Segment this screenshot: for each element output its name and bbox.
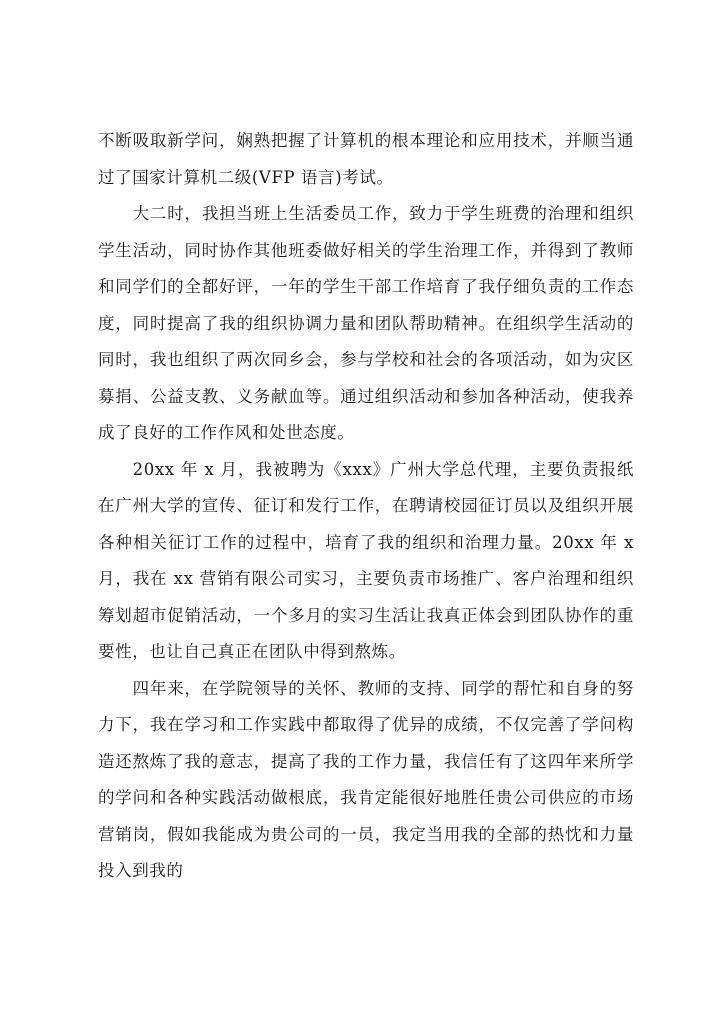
paragraph-2: 大二时，我担当班上生活委员工作，致力于学生班费的治理和组织学生活动，同时协作其他班委做好相关的学生治理工作，并得到了教师和同学们的全都好评，一年的学生干部工作培育了我仔细负责的工作态度，同时提高了我的组织协调力量和团队帮助精神。在组织学生活动的同时，我也组织了两次同乡会，参与学校和社会的各项活动，如为灾区募捐、公益支教、义务献血等。通过组织活动和参加各种活动，使我养成了良好的工作作风和处世态度。 bbox=[98, 204, 634, 442]
paragraph-4: 四年来，在学院领导的关怀、教师的支持、同学的帮忙和自身的努力下，我在学习和工作实践中都取得了优异的成绩，不仅完善了学问构造还熬炼了我的意志，提高了我的工作力量，我信任有了这四年来所学的学问和各种实践活动做根底，我肯定能很好地胜任贵公司供应的市场营销岗，假如我能成为贵公司的一员，我定当用我的全部的热忱和力量投入到我的 bbox=[98, 678, 634, 880]
body-text bbox=[98, 123, 634, 890]
paragraph-1: 不断吸取新学问，娴熟把握了计算机的根本理论和应用技术，并顺当通过了国家计算机二级(VFP 语言)考试。 bbox=[98, 131, 634, 187]
paragraph-3: 20xx 年 x 月，我被聘为《xxx》广州大学总代理，主要负责报纸在广州大学的宣传、征订和发行工作，在聘请校园征订员以及组织开展各种相关征订工作的过程中，培育了我的组织和治理力量。20xx 年 x 月，我在 xx 营销有限公司实习，主要负责市场推广、客户治理和组织筹划超市促销活动，一个多月的实习生活让我真正体会到团队协作的重要性，也让自己真正在团队中得到熬炼。 bbox=[98, 459, 634, 661]
